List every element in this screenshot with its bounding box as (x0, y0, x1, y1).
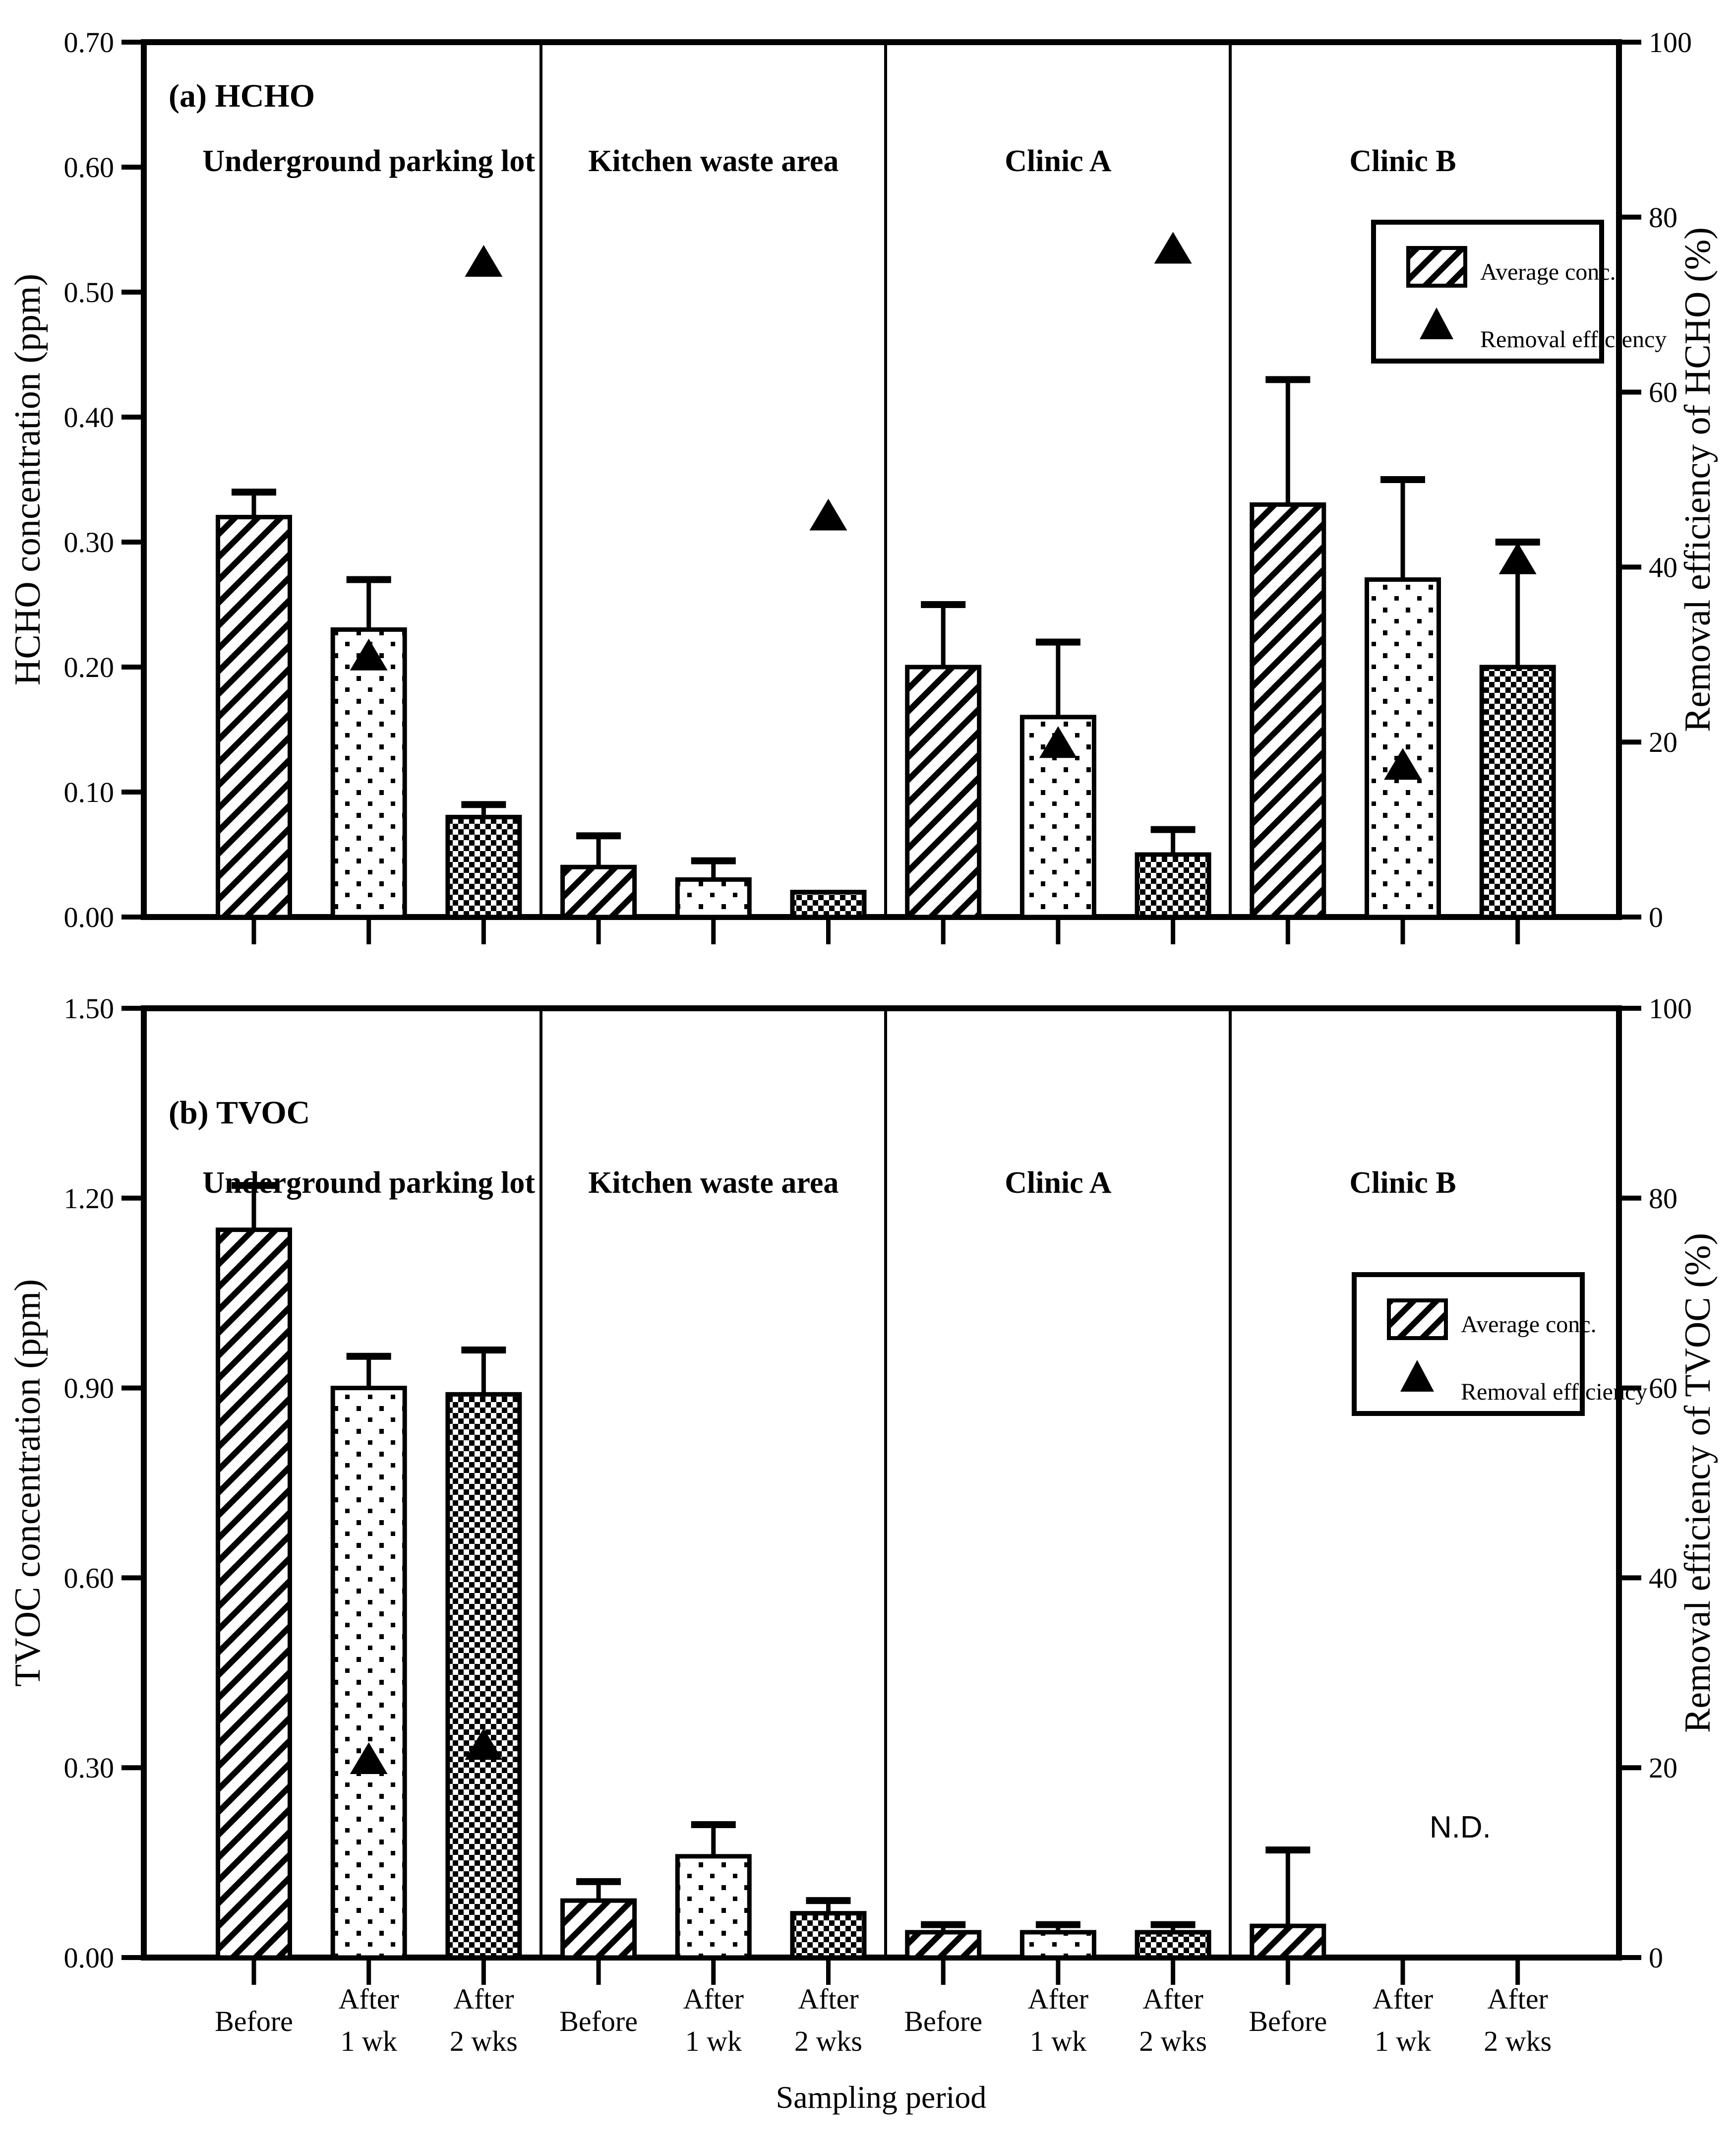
x-category-label-line2: 2 wks (794, 2025, 862, 2057)
group-label: Clinic A (1005, 1166, 1112, 1200)
y-tick-label-right: 100 (1649, 992, 1692, 1025)
bar (563, 1901, 635, 1958)
legend-swatch-average-conc (1389, 1300, 1446, 1338)
x-category-label-line2: 2 wks (1484, 2025, 1552, 2057)
y-axis-title-right: Removal efficiency of TVOC (%) (1677, 1232, 1718, 1733)
x-category-label-line1: After (798, 1983, 859, 2015)
legend-label-removal-efficiency: Removal efficiency (1480, 326, 1667, 353)
x-category-label: Before (559, 2005, 638, 2037)
bar (1252, 504, 1324, 917)
y-tick-label-right: 40 (1649, 551, 1677, 584)
y-axis-title-left: HCHO concentration (ppm) (7, 273, 48, 686)
y-tick-label-left: 0.60 (63, 151, 114, 184)
y-tick-label-right: 80 (1649, 201, 1677, 234)
y-tick-label-left: 0.30 (63, 1752, 114, 1784)
y-tick-label-right: 0 (1649, 1942, 1663, 1974)
x-category-label: Before (1249, 2005, 1327, 2037)
bar (333, 1388, 405, 1958)
y-tick-label-left: 1.50 (63, 992, 114, 1025)
bar (1022, 1932, 1094, 1958)
bar (218, 517, 290, 917)
x-category-label: Before (215, 2005, 293, 2037)
y-tick-label-left: 0.60 (63, 1562, 114, 1595)
bar (1252, 1926, 1324, 1958)
y-tick-label-left: 0.40 (63, 401, 114, 433)
legend-label-average-conc: Average conc. (1461, 1311, 1597, 1338)
panel-title: (a) HCHO (169, 78, 315, 114)
y-tick-label-left: 0.20 (63, 651, 114, 683)
bar (677, 879, 749, 917)
y-tick-label-right: 100 (1649, 26, 1692, 59)
y-axis-title-right: Removal efficiency of HCHO (%) (1677, 227, 1718, 732)
x-category-label-line2: 1 wk (1029, 2025, 1087, 2057)
x-category-label-line2: 2 wks (1139, 2025, 1207, 2057)
y-tick-label-left: 0.00 (63, 1942, 114, 1974)
bar (792, 1913, 864, 1958)
y-tick-label-left: 0.00 (63, 901, 114, 933)
y-axis-title-left: TVOC concentration (ppm) (7, 1279, 48, 1687)
chart-render-root (7, 26, 1718, 2115)
panel-title: (b) TVOC (169, 1095, 310, 1131)
bar (218, 1230, 290, 1958)
nd-annotation: N.D. (1429, 1810, 1491, 1844)
panel-a (7, 26, 1718, 944)
bar (677, 1856, 749, 1958)
x-category-label-line1: After (453, 1983, 514, 2015)
x-category-label-line1: After (338, 1983, 399, 2015)
bar (448, 1394, 520, 1958)
y-tick-label-left: 0.30 (63, 526, 114, 558)
bar (1137, 855, 1209, 917)
x-category-label-line1: After (1487, 1983, 1548, 2015)
x-category-label-line1: After (1372, 1983, 1434, 2015)
legend (1374, 222, 1667, 361)
group-label: Clinic B (1349, 1166, 1456, 1200)
x-axis-title: Sampling period (776, 2080, 987, 2115)
y-tick-label-left: 0.50 (63, 276, 114, 308)
x-category-label-line2: 2 wks (449, 2025, 518, 2057)
y-tick-label-left: 0.70 (63, 26, 114, 59)
x-category-label-line1: After (683, 1983, 744, 2015)
bar (1137, 1932, 1209, 1958)
x-category-label-line2: 1 wk (1374, 2025, 1432, 2057)
group-label: Clinic B (1349, 144, 1456, 178)
y-tick-label-right: 80 (1649, 1182, 1677, 1215)
bar (1482, 667, 1554, 917)
panel-b (7, 992, 1718, 1985)
y-tick-label-right: 20 (1649, 726, 1677, 759)
group-label: Kitchen waste area (588, 144, 839, 178)
y-tick-label-left: 0.90 (63, 1372, 114, 1405)
x-category-label: Before (904, 2005, 983, 2037)
y-tick-label-right: 40 (1649, 1562, 1677, 1595)
group-label: Kitchen waste area (588, 1166, 839, 1200)
group-label: Underground parking lot (202, 1166, 536, 1200)
y-tick-label-right: 60 (1649, 376, 1677, 409)
y-tick-label-left: 0.10 (63, 776, 114, 808)
x-category-label-line1: After (1142, 1983, 1203, 2015)
y-tick-label-left: 1.20 (63, 1182, 114, 1215)
y-tick-label-right: 0 (1649, 901, 1663, 933)
group-label: Underground parking lot (202, 144, 536, 178)
y-tick-label-right: 60 (1649, 1372, 1677, 1405)
legend-label-removal-efficiency: Removal efficiency (1461, 1379, 1648, 1405)
y-tick-label-right: 20 (1649, 1752, 1677, 1784)
x-category-label-line2: 1 wk (340, 2025, 397, 2057)
x-category-label-line1: After (1027, 1983, 1089, 2015)
bar (907, 1932, 979, 1958)
legend-label-average-conc: Average conc. (1480, 259, 1616, 285)
x-category-label-line2: 1 wk (685, 2025, 742, 2057)
bar (792, 892, 864, 917)
legend-swatch-average-conc (1408, 248, 1465, 286)
bar (563, 867, 635, 917)
bar (448, 817, 520, 917)
group-label: Clinic A (1005, 144, 1112, 178)
bar (907, 667, 979, 917)
bar (333, 629, 405, 917)
